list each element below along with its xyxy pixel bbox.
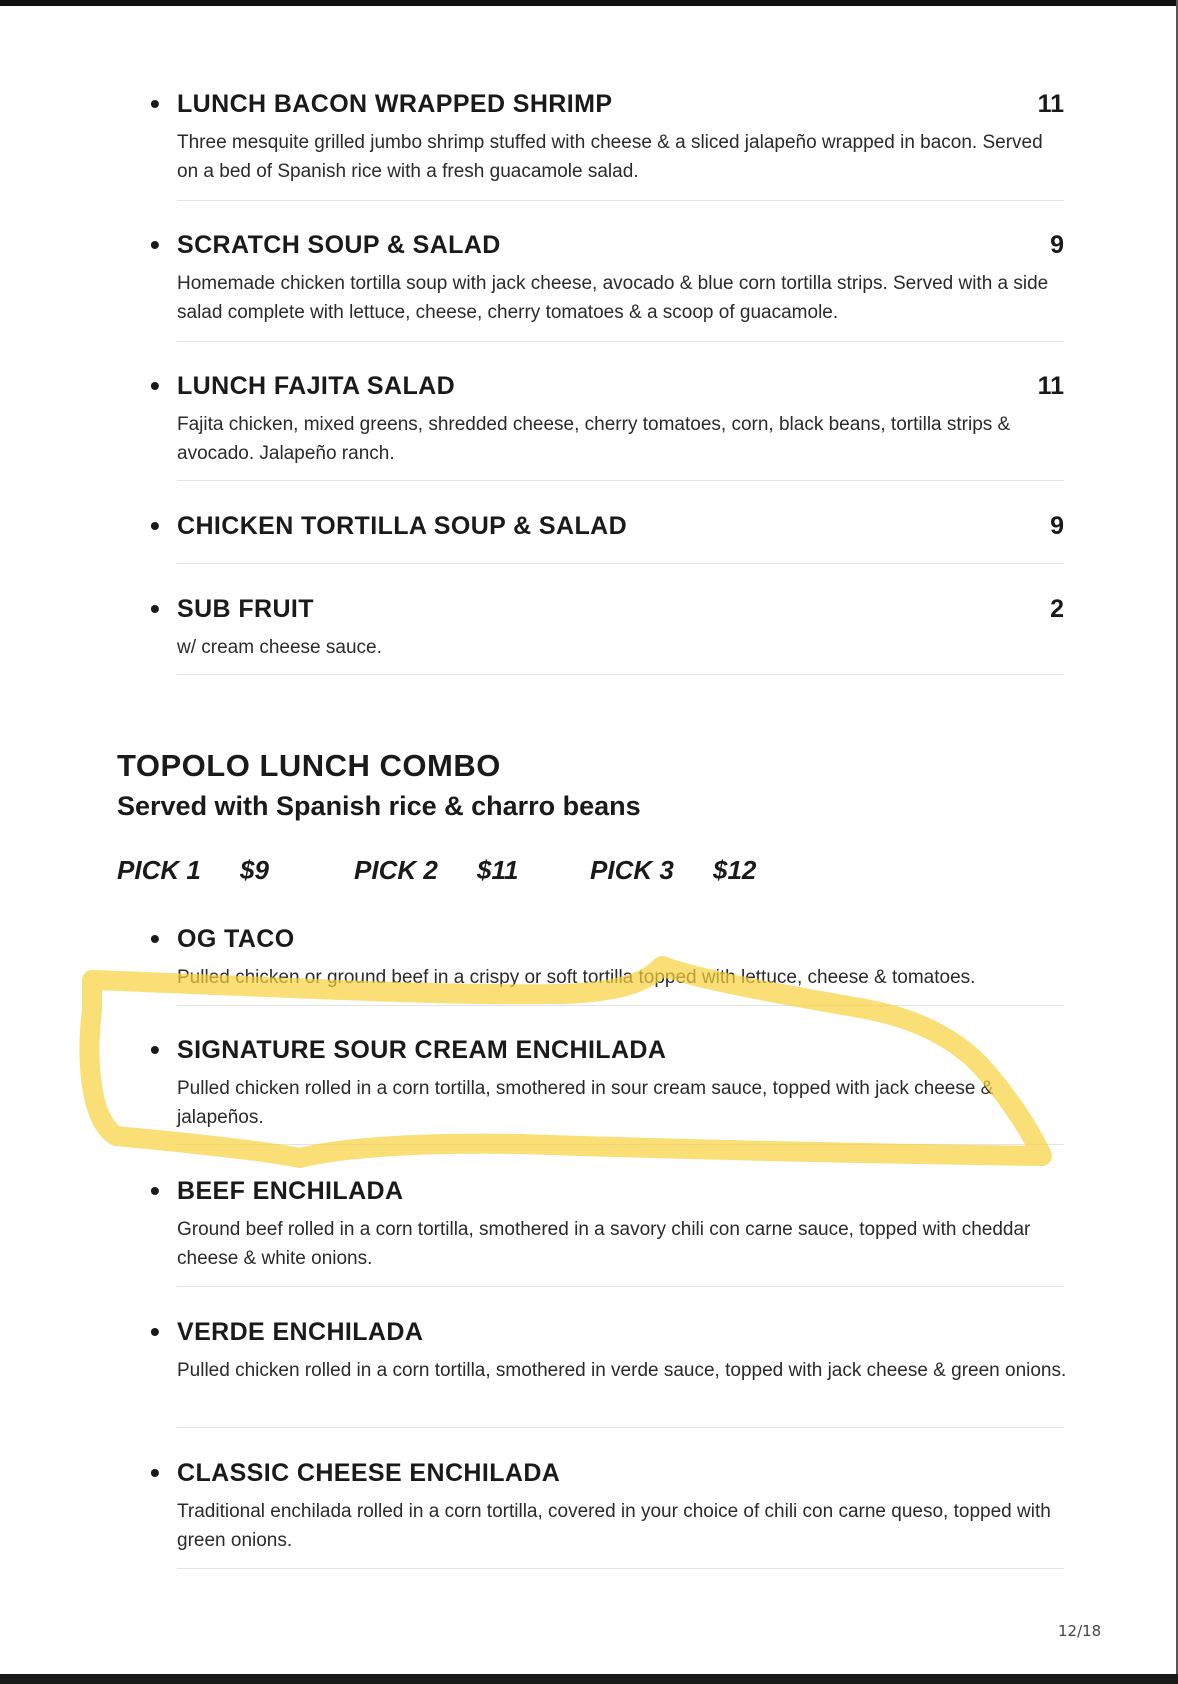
pick-1-price: $9 (240, 855, 269, 885)
item-name: SCRATCH SOUP & SALAD (177, 231, 501, 259)
divider (177, 1286, 1064, 1287)
item-name: VERDE ENCHILADA (177, 1318, 424, 1346)
bullet: • (150, 229, 160, 260)
item-price: 9 (1050, 231, 1064, 259)
section-title: TOPOLO LUNCH COMBO (117, 748, 501, 783)
pick-2-label: PICK 2 (354, 855, 438, 885)
divider (177, 1144, 1064, 1145)
divider (177, 341, 1064, 342)
pick-3-label: PICK 3 (590, 855, 674, 885)
item-name: LUNCH FAJITA SALAD (177, 372, 456, 400)
item-name: BEEF ENCHILADA (177, 1177, 404, 1205)
item-name: LUNCH BACON WRAPPED SHRIMP (177, 90, 613, 118)
bottom-border (0, 1674, 1178, 1684)
item-description: Traditional enchilada rolled in a corn tortilla, covered in your choice of chili con carne queso, topped with green onions. (177, 1501, 1051, 1551)
item-description: Fajita chicken, mixed greens, shredded cheese, cherry tomatoes, corn, black beans, tortilla strips & avocado. Jalapeño ranch. (177, 414, 1011, 464)
item-price: 11 (1037, 90, 1064, 118)
bullet: • (150, 593, 160, 624)
bullet: • (150, 1316, 160, 1347)
divider (177, 674, 1064, 675)
pick-2-price: $11 (477, 855, 519, 885)
bullet: • (150, 1175, 160, 1206)
pick-1-label: PICK 1 (117, 855, 201, 885)
bullet: • (150, 510, 160, 541)
section-subtitle: Served with Spanish rice & charro beans (117, 791, 641, 821)
item-description: Ground beef rolled in a corn tortilla, smothered in a savory chili con carne sauce, topped with cheddar cheese & white onions. (177, 1219, 1031, 1269)
divider (177, 563, 1064, 564)
item-name: OG TACO (177, 925, 295, 953)
page-number: 12/18 (1058, 1622, 1102, 1640)
item-description: Pulled chicken rolled in a corn tortilla, smothered in sour cream sauce, topped with jack cheese & jalapeños. (177, 1078, 994, 1128)
divider (177, 200, 1064, 201)
divider (177, 1427, 1064, 1428)
bullet: • (150, 1457, 160, 1488)
item-description: Pulled chicken or ground beef in a crispy or soft tortilla topped with lettuce, cheese & tomatoes. (177, 967, 976, 988)
item-name: CLASSIC CHEESE ENCHILADA (177, 1459, 561, 1487)
item-description: Homemade chicken tortilla soup with jack cheese, avocado & blue corn tortilla strips. Served with a side salad complete with lettuce, cheese, cherry tomatoes & a scoop of guacamole. (177, 273, 1049, 323)
divider (177, 1005, 1064, 1006)
bullet: • (150, 88, 160, 119)
item-name: SUB FRUIT (177, 595, 314, 623)
item-name: CHICKEN TORTILLA SOUP & SALAD (177, 512, 628, 540)
item-price: 11 (1037, 372, 1064, 400)
item-description: Three mesquite grilled jumbo shrimp stuffed with cheese & a sliced jalapeño wrapped in bacon. Served on a bed of Spanish rice with a fresh guacamole salad. (177, 132, 1043, 182)
item-name: SIGNATURE SOUR CREAM ENCHILADA (177, 1036, 667, 1064)
top-border (0, 0, 1178, 6)
item-description: Pulled chicken rolled in a corn tortilla, smothered in verde sauce, topped with jack cheese & green onions. (177, 1360, 1067, 1381)
item-price: 2 (1050, 595, 1064, 623)
bullet: • (150, 1034, 160, 1065)
bullet: • (150, 923, 160, 954)
item-description: w/ cream cheese sauce. (177, 637, 382, 658)
divider (177, 1568, 1064, 1569)
pick-3-price: $12 (713, 855, 757, 885)
bullet: • (150, 370, 160, 401)
divider (177, 480, 1064, 481)
item-price: 9 (1050, 512, 1064, 540)
